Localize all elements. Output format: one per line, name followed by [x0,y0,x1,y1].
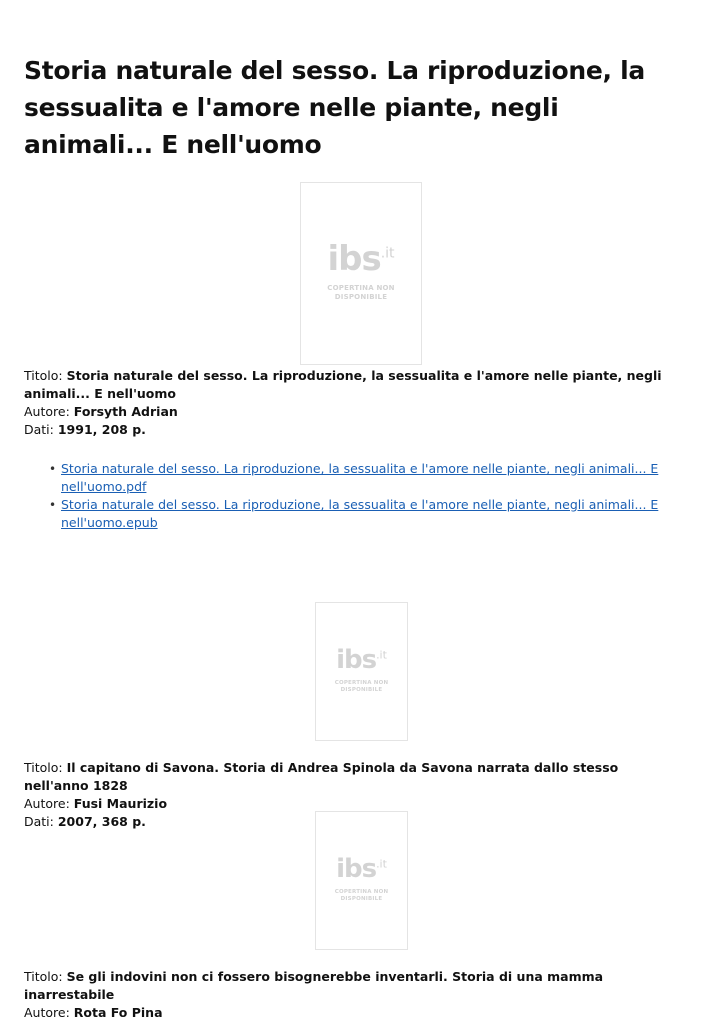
book-data: 2007, 368 p. [57,814,146,829]
book-author-row: Autore: Fusi Maurizio [24,796,168,811]
book-meta-3 [24,968,684,1022]
book-title: Il capitano di Savona. Storia di Andrea Spinola da Savona narrata dallo stesso nell'anno 1828 [24,760,619,793]
book-author-row: Autore: Forsyth Adrian [24,404,178,419]
book-cover-3 [315,811,408,950]
download-link-pdf[interactable]: Storia naturale del sesso. La riproduzione, la sessualita e l'amore nelle piante, negli animali... E nell'uomo.pdf [61,461,659,494]
book-meta-1 [24,367,684,439]
cover-unavailable-line1: COPERTINA NON [334,889,389,895]
cover-unavailable-line2: DISPONIBILE [340,687,383,693]
bullet-icon: • [49,462,57,476]
book-cover-2 [315,602,408,741]
ibs-logo: ibs$^{.it}$ [336,645,387,675]
book-title: Se gli indovini non ci fossero bisognerebbe inventarli. Storia di una mamma inarrestabile [24,969,604,1002]
page [24,0,684,1020]
ibs-logo: ibs$^{.it}$ [327,239,395,279]
book-author: Fusi Maurizio [73,796,168,811]
ibs-logo: ibs$^{.it}$ [336,854,387,884]
bullet-icon: • [49,498,57,512]
download-item-epub [49,496,661,532]
cover-unavailable-line1: COPERTINA NON [334,680,389,686]
book-title-row: Titolo: Storia naturale del sesso. La riproduzione, la sessualita e l'amore nelle piante, negli animali... E nell'uomo [24,368,662,401]
download-item-pdf [49,460,661,496]
cover-unavailable-line1: COPERTINA NON [327,284,395,292]
book-author-row: Autore: Rota Fo Pina [24,1005,163,1020]
download-list [49,460,661,532]
download-link-epub[interactable]: Storia naturale del sesso. La riproduzione, la sessualita e l'amore nelle piante, negli animali... E nell'uomo.epub [61,497,659,530]
book-title: Storia naturale del sesso. La riproduzione, la sessualita e l'amore nelle piante, negli animali... E nell'uomo [24,368,662,401]
book-data-row: Dati: 2007, 368 p. [24,814,146,829]
book-data: 1991, 208 p. [57,422,146,437]
book-data-row: Dati: 1991, 208 p. [24,422,146,437]
book-author: Forsyth Adrian [73,404,178,419]
book-cover-1 [300,182,422,365]
page-title: Storia naturale del sesso. La riproduzione, la sessualita e l'amore nelle piante, negli animali... E nell'uomo [24,56,645,159]
cover-unavailable-line2: DISPONIBILE [340,896,383,902]
book-author: Rota Fo Pina [73,1005,163,1020]
cover-unavailable-line2: DISPONIBILE [334,293,388,301]
book-title-row: Titolo: Il capitano di Savona. Storia di Andrea Spinola da Savona narrata dallo stesso nell'anno 1828 [24,760,619,793]
book-title-row: Titolo: Se gli indovini non ci fossero bisognerebbe inventarli. Storia di una mamma inarrestabile [24,969,604,1002]
